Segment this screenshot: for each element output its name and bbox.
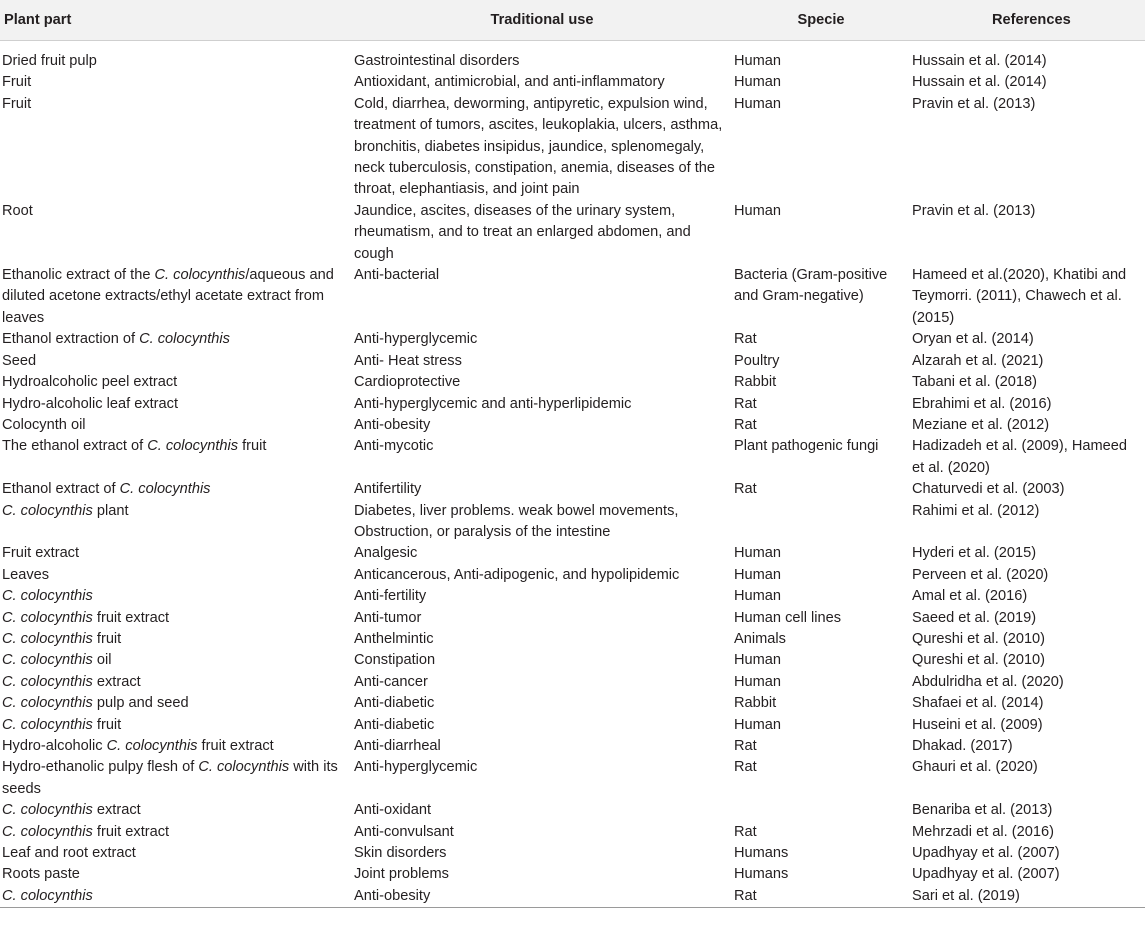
species-name: C. colocynthis: [2, 652, 93, 669]
cell-traditional-use: Antifertility: [354, 481, 422, 498]
cell-traditional-use: Gastrointestinal disorders: [354, 53, 520, 69]
plant-part-text: Seed: [2, 352, 37, 369]
cell-reference: Ebrahimi et al. (2016): [912, 395, 1052, 412]
cell-specie: Plant pathogenic fungi: [734, 438, 879, 455]
cell-reference: Rahimi et al. (2012): [912, 502, 1040, 519]
cell-plant-part: [0, 501, 352, 544]
species-name: C. colocynthis: [139, 331, 230, 348]
table-row: [0, 650, 1145, 671]
cell-plant-part: [0, 843, 352, 864]
species-name: C. colocynthis: [2, 802, 93, 819]
cell-traditional-use: Skin disorders: [354, 845, 447, 862]
cell-traditional-use: Diabetes, liver problems. weak bowel movements, Obstruction, or paralysis of the intestine: [354, 502, 679, 540]
table-row: [0, 94, 1145, 201]
cell-specie: Human: [734, 566, 782, 583]
cell-reference: Meziane et al. (2012): [912, 416, 1050, 433]
cell-reference: Qureshi et al. (2010): [912, 630, 1046, 647]
cell-specie: Rat: [734, 823, 757, 840]
table-row: [0, 201, 1145, 265]
cell-specie: Human: [734, 652, 782, 669]
cell-plant-part: [0, 94, 352, 201]
cell-plant-part: [0, 586, 352, 607]
table-row: [0, 501, 1145, 544]
table-row: [0, 886, 1145, 908]
table-row: [0, 843, 1145, 864]
cell-reference: Upadhyay et al. (2007): [912, 866, 1060, 883]
table-body: [0, 41, 1145, 908]
cell-traditional-use: Anti-convulsant: [354, 823, 454, 840]
cell-reference: Hameed et al.(2020), Khatibi and Teymorri. (2011), Chawech et al. (2015): [912, 267, 1127, 326]
cell-plant-part: [0, 565, 352, 586]
plant-part-text: fruit extract: [197, 738, 274, 754]
cell-reference: Sari et al. (2019): [910, 886, 1145, 908]
cell-plant-part: [0, 672, 352, 693]
species-name: C. colocynthis: [106, 738, 198, 754]
cell-plant-part: [0, 372, 352, 393]
cell-plant-part: [0, 201, 352, 265]
cell-reference: Shafaei et al. (2014): [912, 695, 1044, 712]
plant-part-text: Root: [2, 202, 33, 219]
table-row: [0, 265, 1145, 329]
cell-traditional-use: Anti-oxidant: [354, 802, 432, 819]
cell-reference: Hyderi et al. (2015): [912, 545, 1037, 562]
table-row: [0, 72, 1145, 93]
table-row: [0, 586, 1145, 607]
cell-plant-part: [0, 736, 352, 757]
cell-plant-part: [0, 543, 352, 564]
cell-reference: Oryan et al. (2014): [912, 331, 1034, 348]
cell-traditional-use: Anticancerous, Anti-adipogenic, and hypolipidemic: [354, 566, 680, 583]
header-plant-part: Plant part: [0, 0, 352, 41]
table-header: [0, 0, 1145, 41]
species-name: C. colocynthis: [2, 887, 93, 904]
plant-part-text: fruit: [92, 716, 122, 733]
cell-traditional-use: Jaundice, ascites, diseases of the urinary system, rheumatism, and to treat an enlarged abdomen, and cough: [354, 202, 691, 262]
cell-plant-part: [0, 650, 352, 671]
cell-specie: Poultry: [734, 352, 780, 369]
plant-part-text: Hydroalcoholic peel extract: [2, 374, 178, 391]
cell-traditional-use: Anti-obesity: [352, 886, 732, 908]
table-row: [0, 329, 1145, 350]
cell-specie: Human cell lines: [734, 609, 842, 626]
plant-part-text: plant: [92, 502, 129, 519]
cell-reference: Huseini et al. (2009): [912, 716, 1043, 733]
plant-part-text: fruit: [238, 438, 267, 455]
cell-specie: Human: [734, 95, 782, 112]
plant-part-text: extract: [92, 802, 141, 819]
plant-part-text: Ethanol extract of: [2, 481, 120, 498]
cell-traditional-use: Anti-tumor: [354, 609, 422, 626]
cell-reference: Qureshi et al. (2010): [912, 652, 1046, 669]
table-row: [0, 715, 1145, 736]
plant-part-text: Leaf and root extract: [2, 845, 136, 862]
plant-part-text: Fruit: [2, 74, 32, 91]
cell-plant-part: [0, 715, 352, 736]
cell-reference: Abdulridha et al. (2020): [912, 673, 1064, 690]
cell-traditional-use: Anti-hyperglycemic and anti-hyperlipidemic: [354, 395, 632, 412]
plant-part-text: oil: [92, 652, 112, 669]
cell-specie: Rat: [734, 481, 757, 498]
table-row: [0, 864, 1145, 885]
cell-plant-part: [0, 693, 352, 714]
table-row: [0, 822, 1145, 843]
table-row: [0, 415, 1145, 436]
header-traditional-use: Traditional use: [352, 0, 732, 41]
plant-part-text: fruit: [92, 630, 122, 647]
species-name: C. colocynthis: [2, 716, 93, 733]
cell-specie: Human: [734, 673, 782, 690]
cell-plant-part: [0, 351, 352, 372]
cell-specie: Humans: [734, 866, 789, 883]
plant-part-text: Ethanol extraction of: [2, 331, 140, 348]
cell-specie: Bacteria (Gram-positive and Gram-negative): [734, 267, 888, 305]
cell-reference: Amal et al. (2016): [912, 588, 1028, 605]
table-row: [0, 436, 1145, 479]
cell-traditional-use: Antioxidant, antimicrobial, and anti-inflammatory: [354, 74, 665, 91]
plant-part-text: Ethanolic extract of the: [2, 267, 155, 284]
cell-traditional-use: Anti- Heat stress: [354, 352, 462, 369]
cell-traditional-use: Anti-hyperglycemic: [354, 331, 478, 348]
plant-part-text: pulp and seed: [92, 695, 189, 712]
plant-part-text: Leaves: [2, 566, 50, 583]
plant-part-text: The ethanol extract of: [2, 438, 148, 455]
cell-specie: Animals: [734, 630, 786, 647]
species-name: C. colocynthis: [2, 823, 93, 840]
cell-specie: Rabbit: [734, 374, 777, 391]
cell-plant-part: [0, 608, 352, 629]
table-row: [0, 394, 1145, 415]
cell-traditional-use: Anti-bacterial: [354, 267, 440, 284]
cell-traditional-use: Cardioprotective: [354, 374, 461, 391]
table-row: [0, 672, 1145, 693]
table-row: [0, 757, 1145, 800]
header-specie: Specie: [732, 0, 910, 41]
table-row: [0, 800, 1145, 821]
cell-reference: Dhakad. (2017): [912, 738, 1013, 754]
cell-traditional-use: Cold, diarrhea, deworming, antipyretic, expulsion wind, treatment of tumors, ascites, leukoplakia, ulcers, asthma, bronchitis, diabetes insipidus, jaundice, splenomegaly, neck tuberculosis, constipation, anemia, diseases of the throat, elephantiasis, and joint pain: [354, 95, 723, 198]
species-name: C. colocynthis: [2, 588, 93, 605]
cell-reference: Perveen et al. (2020): [912, 566, 1049, 583]
cell-specie: Rat: [734, 331, 757, 348]
cell-plant-part: [0, 394, 352, 415]
cell-plant-part: [0, 800, 352, 821]
cell-traditional-use: Anti-diarrheal: [354, 738, 441, 754]
table-row: [0, 372, 1145, 393]
plant-part-text: Dried fruit pulp: [2, 53, 97, 69]
cell-reference: Upadhyay et al. (2007): [912, 845, 1060, 862]
plant-part-text: Hydro-ethanolic pulpy flesh of: [2, 759, 199, 776]
cell-plant-part: [0, 41, 352, 73]
species-name: C. colocynthis: [198, 759, 290, 776]
table-row: [0, 543, 1145, 564]
plant-part-text: with its seeds: [2, 759, 338, 797]
cell-traditional-use: Anthelmintic: [354, 630, 434, 647]
cell-traditional-use: Joint problems: [354, 866, 449, 883]
plant-part-text: fruit extract: [92, 609, 170, 626]
cell-plant-part: [0, 329, 352, 350]
cell-reference: Benariba et al. (2013): [912, 802, 1053, 819]
cell-plant-part: [0, 757, 352, 800]
plant-part-text: Fruit: [2, 95, 32, 112]
plant-part-text: Hydro-alcoholic leaf extract: [2, 395, 179, 412]
cell-reference: Pravin et al. (2013): [912, 202, 1036, 219]
cell-specie: Rat: [732, 886, 910, 908]
cell-reference: Pravin et al. (2013): [912, 95, 1036, 112]
plant-part-text: Roots paste: [2, 866, 80, 883]
table-row: [0, 608, 1145, 629]
plant-part-text: Hydro-alcoholic: [2, 738, 107, 754]
cell-specie: Human: [734, 545, 782, 562]
cell-traditional-use: Anti-diabetic: [354, 716, 435, 733]
cell-plant-part: [0, 629, 352, 650]
species-name: C. colocynthis: [2, 695, 93, 712]
cell-specie: Rat: [734, 759, 757, 776]
table-row: [0, 736, 1145, 757]
species-name: C. colocynthis: [2, 673, 93, 690]
cell-specie: Human: [734, 716, 782, 733]
cell-reference: Mehrzadi et al. (2016): [912, 823, 1054, 840]
cell-specie: Rabbit: [734, 695, 777, 712]
plant-part-text: /aqueous and diluted acetone extracts/ethyl acetate extract from leaves: [2, 267, 334, 326]
cell-traditional-use: Anti-obesity: [354, 416, 431, 433]
header-references: References: [910, 0, 1145, 41]
cell-specie: Human: [734, 53, 782, 69]
cell-reference: Hussain et al. (2014): [912, 53, 1047, 69]
cell-plant-part: [0, 265, 352, 329]
cell-plant-part: [0, 822, 352, 843]
cell-reference: Chaturvedi et al. (2003): [912, 481, 1065, 498]
cell-specie: Rat: [734, 395, 757, 412]
cell-traditional-use: Anti-diabetic: [354, 695, 435, 712]
species-name: C. colocynthis: [119, 481, 211, 498]
cell-traditional-use: Analgesic: [354, 545, 418, 562]
cell-traditional-use: Anti-cancer: [354, 673, 428, 690]
cell-specie: Human: [734, 74, 782, 91]
table-row: [0, 693, 1145, 714]
cell-specie: Human: [734, 588, 782, 605]
cell-traditional-use: Anti-fertility: [354, 588, 427, 605]
cell-specie: [732, 501, 910, 544]
plant-part-text: Colocynth oil: [2, 416, 86, 433]
cell-reference: Hadizadeh et al. (2009), Hameed et al. (2020): [912, 438, 1127, 476]
species-name: C. colocynthis: [147, 438, 239, 455]
plant-part-text: Fruit extract: [2, 545, 80, 562]
cell-specie: [732, 800, 910, 821]
cell-plant-part: [0, 479, 352, 500]
table-row: [0, 629, 1145, 650]
cell-traditional-use: Anti-hyperglycemic: [354, 759, 478, 776]
cell-reference: Alzarah et al. (2021): [912, 352, 1044, 369]
cell-plant-part: [0, 415, 352, 436]
cell-plant-part: [0, 436, 352, 479]
table-row: [0, 479, 1145, 500]
cell-specie: Human: [734, 202, 782, 219]
species-name: C. colocynthis: [2, 502, 93, 519]
species-name: C. colocynthis: [2, 609, 93, 626]
table-row: [0, 351, 1145, 372]
plant-part-text: extract: [92, 673, 141, 690]
species-name: C. colocynthis: [2, 630, 93, 647]
cell-traditional-use: Anti-mycotic: [354, 438, 434, 455]
cell-reference: Saeed et al. (2019): [912, 609, 1037, 626]
table-row: [0, 565, 1145, 586]
cell-specie: Humans: [734, 845, 789, 862]
cell-plant-part: [0, 864, 352, 885]
cell-reference: Hussain et al. (2014): [912, 74, 1047, 91]
table-row: [0, 41, 1145, 73]
species-name: C. colocynthis: [154, 267, 246, 284]
cell-reference: Tabani et al. (2018): [912, 374, 1037, 391]
plant-part-text: fruit extract: [92, 823, 170, 840]
cell-plant-part: [0, 886, 352, 908]
cell-specie: Rat: [734, 738, 757, 754]
cell-specie: Rat: [734, 416, 757, 433]
cell-reference: Ghauri et al. (2020): [912, 759, 1038, 776]
cell-plant-part: [0, 72, 352, 93]
cell-traditional-use: Constipation: [354, 652, 436, 669]
